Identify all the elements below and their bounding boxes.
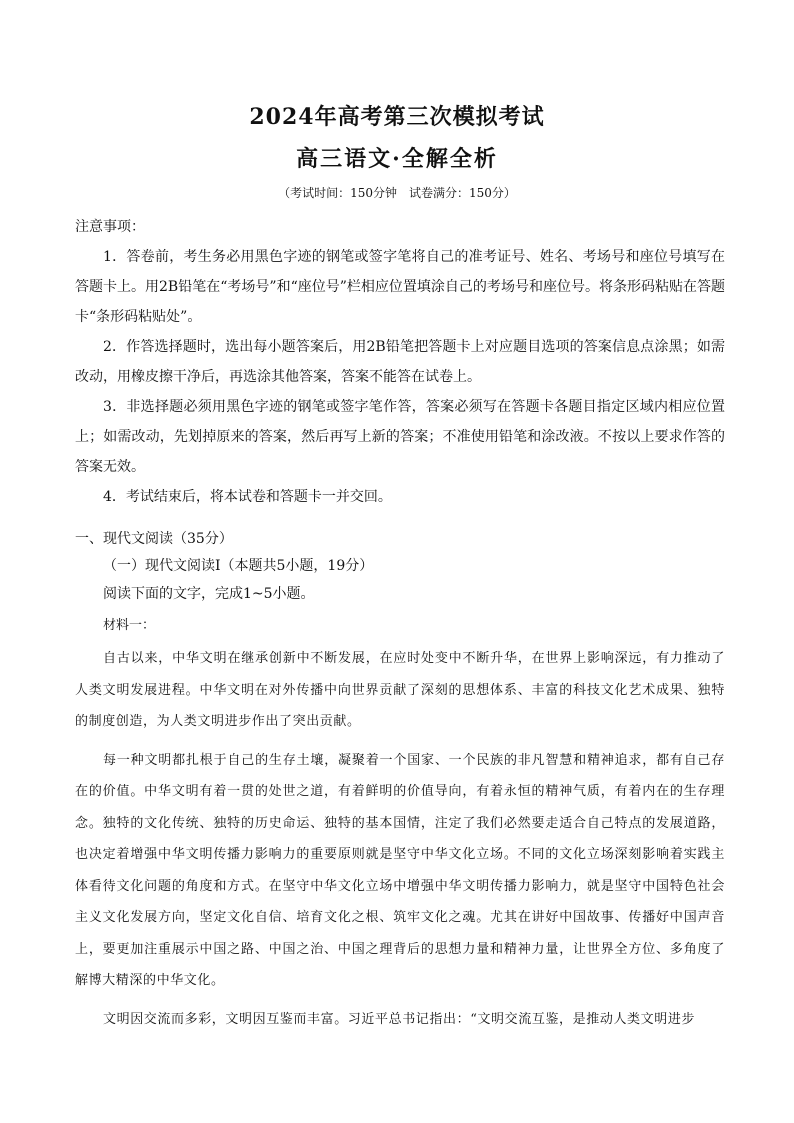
note-item: 3．非选择题必须用黑色字迹的钢笔或签字笔作答，答案必须写在答题卡各题目指定区域内相应位置上；如需改动，先划掉原来的答案，然后再写上新的答案；不准使用铅笔和涂改液。不按以上要求作答的答案无效。 bbox=[75, 399, 725, 475]
page-subtitle: 高三语文·全解全析 bbox=[296, 146, 498, 172]
article-body bbox=[75, 643, 725, 1042]
note-item: 1．答卷前，考生务必用黑色字迹的钢笔或签字笔将自己的准考证号、姓名、考场号和座位号填写在答题卡上。用2B铅笔在“考场号”和“座位号”栏相应位置填涂自己的考场号和座位号。将条形码粘贴在答题卡“条形码粘贴处”。 bbox=[75, 249, 725, 325]
article-paragraph: 自古以来，中华文明在继承创新中不断发展，在应时处变中不断升华，在世界上影响深远，有力推动了人类文明发展进程。中华文明在对外传播中向世界贡献了深刻的思想体系、丰富的科技文化艺术成果、独特的制度创造，为人类文明进步作出了突出贡献。 bbox=[75, 651, 725, 729]
notes-heading: 注意事项： bbox=[75, 219, 145, 235]
note-item: 4．考试结束后，将本试卷和答题卡一并交回。 bbox=[103, 489, 392, 505]
section-heading: 一、现代文阅读（35分） bbox=[75, 531, 233, 547]
material-label: 材料一： bbox=[103, 618, 156, 633]
page-title: 2024年高考第三次模拟考试 bbox=[249, 104, 545, 130]
article-paragraph: 每一种文明都扎根于自己的生存土壤，凝聚着一个国家、一个民族的非凡智慧和精神追求，都有自己存在的价值。中华文明有着一贯的处世之道，有着鲜明的价值导向，有着永恒的精神气质，有着内在的生存理念。独特的文化传统、独特的历史命运、独特的基本国情，注定了我们必然要走适合自己特点的发展道路，也决定着增强中华文明传播力影响力的重要原则就是坚守中华文化立场。不同的文化立场深刻影响着实践主体看待文化问题的角度和方式。在坚守中华文化立场中增强中华文明传播力影响力，就是坚守中国特色社会主义文化发展方向，坚定文化自信、培育文化之根、筑牢文化之魂。尤其在讲好中国故事、传播好中国声音上，要更加注重展示中国之路、中国之治、中国之理背后的思想力量和精神力量，让世界全方位、多角度了解博大精深的中华文化。 bbox=[75, 752, 725, 988]
notes-list bbox=[75, 242, 725, 512]
note-item: 2．作答选择题时，选出每小题答案后，用2B铅笔把答题卡上对应题目选项的答案信息点涂黑；如需改动，用橡皮擦干净后，再选涂其他答案，答案不能答在试卷上。 bbox=[75, 339, 725, 385]
reading-instruction: 阅读下面的文字，完成1~5小题。 bbox=[103, 586, 315, 602]
article-paragraph: 文明因交流而多彩，文明因互鉴而丰富。习近平总书记指出：“文明交流互鉴，是推动人类文明进步 bbox=[103, 1011, 696, 1027]
exam-info: （考试时间：150分钟 试卷满分：150分） bbox=[278, 186, 516, 200]
subsection-heading: （一）现代文阅读Ⅰ（本题共5小题，19分） bbox=[103, 558, 374, 574]
